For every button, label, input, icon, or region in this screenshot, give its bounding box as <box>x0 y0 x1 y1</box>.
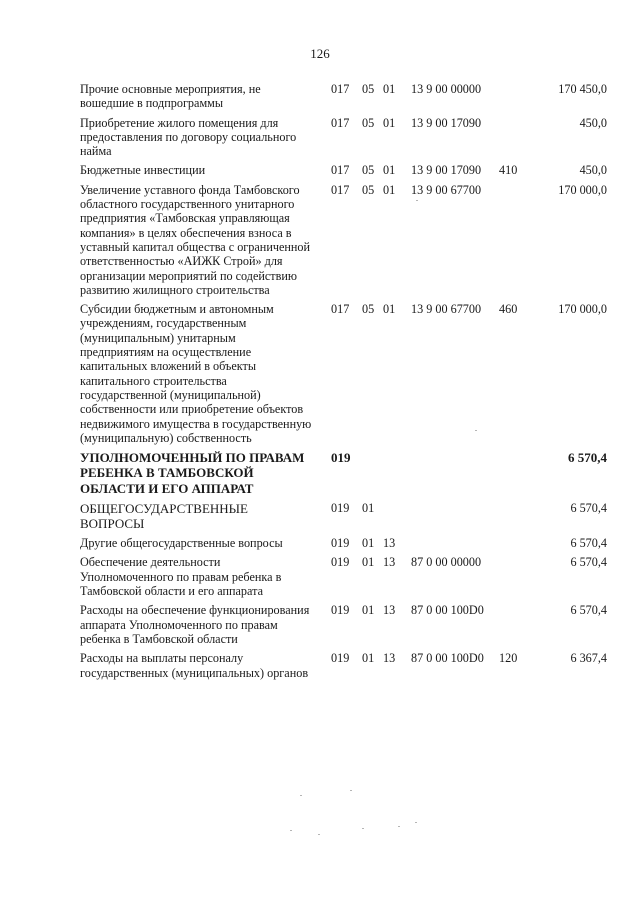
table-row <box>0 82 640 111</box>
target-article-code: 87 0 00 100D0 <box>411 603 484 618</box>
section-code: 05 <box>362 82 375 96</box>
section-code: 01 <box>362 500 375 515</box>
row-name: Увеличение уставного фонда Тамбовского областного государственного унитарного предприятия «Тамбовская управляющая компания» в целях обеспечения взноса в уставный капитал общества с ограниченной ответственностью «АИЖК Строй» для организации мероприятий по содействию развитию жилищного строительства <box>80 182 311 297</box>
section-code: 01 <box>362 555 375 570</box>
subsection-code: 13 <box>383 651 396 666</box>
row-name: Субсидии бюджетным и автономным учреждениям, государственным (муниципальным) унитарным предприятиям на осуществление капитальных вложений в объекты капитального строительства государственной (муниципальной) собственности или приобретение объектов недвижимого имущества в государственную (муниципальную) собственность <box>80 302 312 445</box>
subsection-code: 01 <box>383 115 396 130</box>
ministry-code: 019 <box>331 500 350 515</box>
subsection-code: 13 <box>383 536 396 551</box>
table-row <box>0 116 640 159</box>
subsection-code: 01 <box>383 82 396 96</box>
expense-type-code: 120 <box>499 651 518 666</box>
row-name: Приобретение жилого помещения для предоставления по договору социального найма <box>80 115 297 159</box>
ministry-code: 019 <box>331 603 350 618</box>
amount: 6 570,4 <box>570 536 607 551</box>
target-article-code: 13 9 00 67700 <box>411 182 482 197</box>
page-number: 126 <box>310 46 330 61</box>
row-name: УПОЛНОМОЧЕННЫЙ ПО ПРАВАМ РЕБЕНКА В ТАМБОВСКОЙ ОБЛАСТИ И ЕГО АППАРАТ <box>80 450 305 496</box>
amount: 6 367,4 <box>570 651 607 666</box>
expense-type-code: 460 <box>499 302 518 317</box>
target-article-code: 13 9 00 17090 <box>411 163 482 178</box>
row-name: Другие общегосударственные вопросы <box>80 536 283 551</box>
expense-type-code: 410 <box>499 163 518 178</box>
target-article-code: 13 9 00 00000 <box>411 82 482 96</box>
section-code: 05 <box>362 182 375 197</box>
table-row <box>0 603 640 646</box>
amount: 170 450,0 <box>558 82 607 96</box>
target-article-code: 13 9 00 67700 <box>411 302 482 317</box>
target-article-code: 87 0 00 100D0 <box>411 651 484 666</box>
table-row <box>0 163 640 177</box>
section-code: 05 <box>362 163 375 178</box>
table-row <box>0 183 640 297</box>
row-name: ОБЩЕГОСУДАРСТВЕННЫЕ ВОПРОСЫ <box>80 500 248 531</box>
amount: 170 000,0 <box>558 302 607 317</box>
amount: 450,0 <box>579 115 607 130</box>
target-article-code: 13 9 00 17090 <box>411 115 482 130</box>
table-row <box>0 555 640 598</box>
ministry-code: 017 <box>331 82 350 96</box>
subsection-code: 13 <box>383 555 396 570</box>
section-code: 01 <box>362 536 375 551</box>
table-row <box>0 651 640 680</box>
section-code: 01 <box>362 603 375 618</box>
row-name: Прочие основные мероприятия, не вошедшие в подпрограммы <box>80 82 261 111</box>
table-row <box>0 450 640 496</box>
target-article-code: 87 0 00 00000 <box>411 555 482 570</box>
ministry-code: 017 <box>331 302 350 317</box>
amount: 6 570,4 <box>570 500 607 515</box>
amount: 450,0 <box>579 163 607 178</box>
ministry-code: 017 <box>331 182 350 197</box>
subsection-code: 13 <box>383 603 396 618</box>
section-code: 01 <box>362 651 375 666</box>
amount: 6 570,4 <box>570 555 607 570</box>
row-name: Расходы на выплаты персоналу государственных (муниципальных) органов <box>80 651 309 680</box>
section-code: 05 <box>362 302 375 317</box>
table-row <box>0 536 640 550</box>
subsection-code: 01 <box>383 182 396 197</box>
ministry-code: 019 <box>331 450 351 466</box>
table-row <box>0 501 640 531</box>
row-name: Бюджетные инвестиции <box>80 163 206 178</box>
budget-table <box>0 82 640 685</box>
ministry-code: 019 <box>331 555 350 570</box>
table-row <box>0 302 640 445</box>
amount: 6 570,4 <box>570 603 607 618</box>
amount: 6 570,4 <box>568 450 607 466</box>
amount: 170 000,0 <box>558 182 607 197</box>
ministry-code: 019 <box>331 536 350 551</box>
row-name: Расходы на обеспечение функционирования аппарата Уполномоченного по правам ребенка в Тамбовской области <box>80 603 310 646</box>
ministry-code: 019 <box>331 651 350 666</box>
subsection-code: 01 <box>383 163 396 178</box>
section-code: 05 <box>362 115 375 130</box>
ministry-code: 017 <box>331 115 350 130</box>
ministry-code: 017 <box>331 163 350 178</box>
row-name: Обеспечение деятельности Уполномоченного по правам ребенка в Тамбовской области и его аппарата <box>80 555 282 599</box>
subsection-code: 01 <box>383 302 396 317</box>
